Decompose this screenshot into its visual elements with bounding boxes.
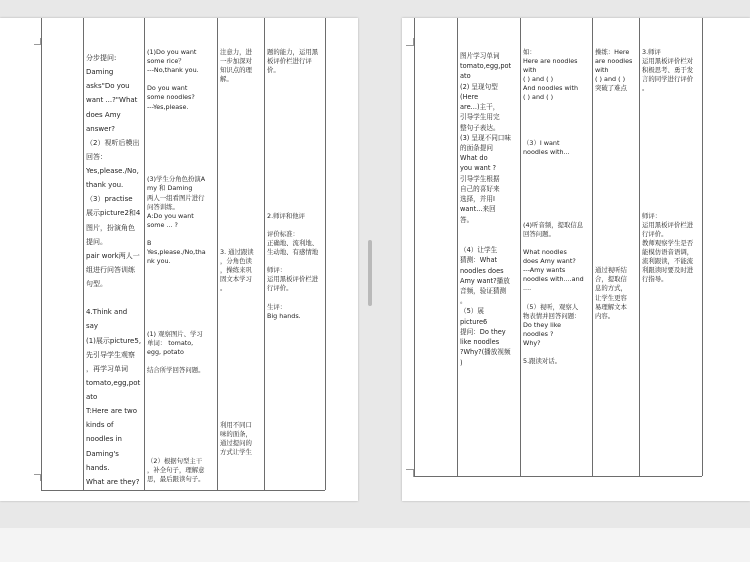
crop-mark xyxy=(34,474,41,481)
table-cell-evaluation: 3.师评 运用黑板评价栏对 积极思考、勇于发 言的同学进行评价 。 师评： 运用黑板评价栏进 行评价。 教师观察学生是否 能模仿语音语调， 流利跟读，不能流 利跟读时要及时进 行指导。 xyxy=(642,48,694,284)
document-page-right xyxy=(402,18,750,501)
table-cell-student-activity: 如： Here are noodles with ( ) and ( ) And noodles with ( ) and ( ) （3）I want noodles with... (4)听音频，提取信息 回答问题。 What noodles does Amy want? ---Amy wants noodles with....and .... （5）视听，观察人 物表情并回答问题： Do they like noodles ? Why? 5.跟读对话。 xyxy=(523,48,584,366)
table-border xyxy=(414,476,702,477)
table-border xyxy=(264,18,265,490)
crop-mark xyxy=(406,38,414,46)
crop-mark xyxy=(34,38,41,45)
table-cell-student-activity: (1)Do you want some rice？ ---No,thank you. Do you want some noodles? ---Yes,please. (3)学生分角色扮演A my 和 Daming 两人一组看图片进行 问答训练。 A:Do you want some ... ? B Yes,please./No,tha nk you. (1) 观察图片、学习 单词： tomato, egg, potato 结合所学回答问题。 （2）根据句型主干 ，补全句子，理解意 思，最后跟读句子。 xyxy=(147,48,206,484)
table-border xyxy=(83,18,84,490)
table-cell-design-intent: 操练：Here are noodles with ( ) and ( ) 突破了难点 通过视听结 合，提取信 息的方式， 让学生更容 易理解文本 内容。 xyxy=(595,48,633,320)
crop-mark xyxy=(406,469,414,477)
table-border xyxy=(414,18,415,476)
table-border xyxy=(41,18,42,490)
table-border xyxy=(457,18,458,476)
table-cell-design-intent: 注意力，进 一步加深对 知识点的理 解。 3. 通过跟读 ，分角色读 ，操练来巩 固文本学习 。 利用不同口 味的面条， 通过提问的 方式让学生 xyxy=(220,48,254,457)
document-page-left xyxy=(0,18,358,501)
table-border xyxy=(325,18,326,490)
table-border xyxy=(144,18,145,490)
table-cell-process: 分步提问: Daming asks"Do you want ...?"What does Amy answer? （2）视听后模出 回答： Yes,please./No, thank you. （3）practise 展示picture2和4 图片，扮演角色 提问。 pair work两人一 组进行问答训练 句型。 4.Think and say (1)展示picture5, 先引导学生观察 ，再学习单词 tomato,egg,pot ato T:Here are two kinds of noodles in Daming's hands. What are they? xyxy=(86,54,142,486)
table-border xyxy=(217,18,218,490)
table-cell-evaluation: 题的能力，运用黑 板评价栏进行评 价。 2.师评和他评 评价标准： 正确地、流利地、 生动地、有感情地 师评： 运用黑板评价栏进 行评价。 生评： Big hands. xyxy=(267,48,319,320)
table-border xyxy=(639,18,640,476)
table-cell-process: 图片学习单词 tomato,egg,pot ato (2) 呈现句型 (Here are...)主干， 引导学生用完 整句子表达。 (3) 呈现不同口味 的面条提问 What do you want ? 引导学生根据 自己的喜好来 选择，并用I want...来回 答。 （4）让学生 猜测：What noodles does Amy want?播放 音频，验证猜测 。 （5）展 picture6 提问：Do they like noodles ?Why?(播放视频 ) xyxy=(460,52,512,367)
table-border xyxy=(520,18,521,476)
table-border xyxy=(592,18,593,476)
vertical-scrollbar[interactable] xyxy=(368,240,372,306)
viewer-bottom-area xyxy=(0,528,750,562)
table-border xyxy=(702,18,703,476)
table-border xyxy=(41,490,325,491)
